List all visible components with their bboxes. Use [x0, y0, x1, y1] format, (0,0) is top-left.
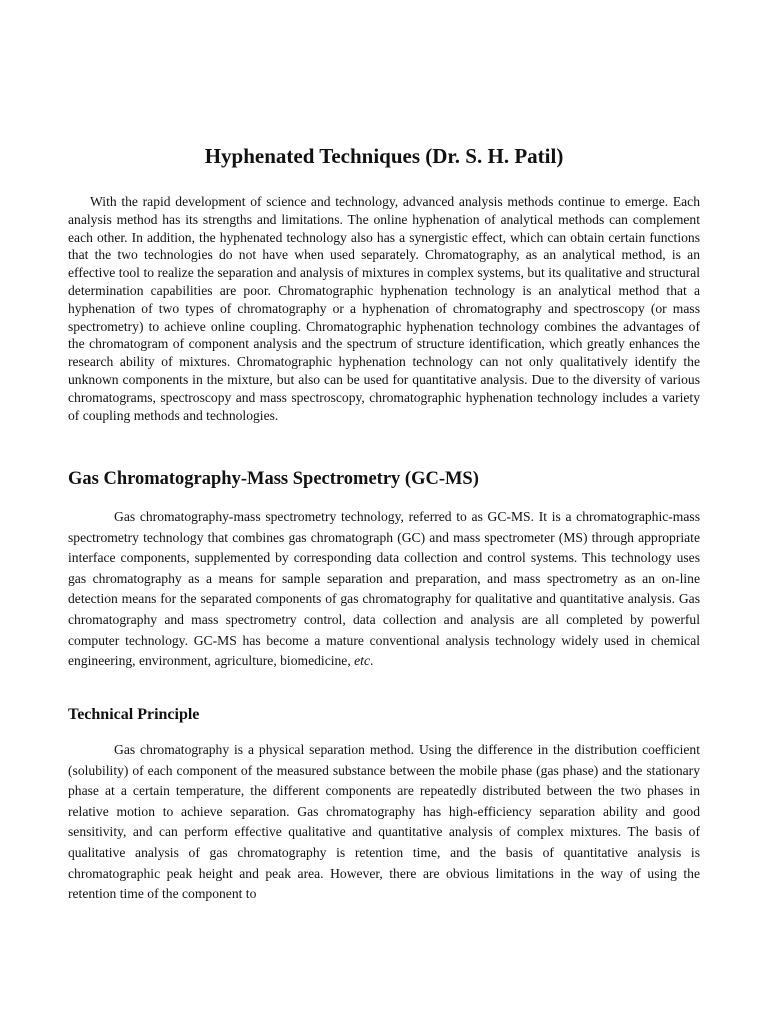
- technical-principle-paragraph: Gas chromatography is a physical separation method. Using the difference in the distribution coefficient (solubility) of each component of the measured substance between the mobile phase (gas phase) and the stationary phase at a certain temperature, the different components are repeatedly distributed between the two phases in relative motion to achieve separation. Gas chromatography has high-efficiency separation ability and good sensitivity, and can perform effective qualitative and quantitative analysis of complex mixtures. The basis of qualitative analysis of gas chromatography is retention time, and the basis of quantitative analysis is chromatographic peak height and peak area. However, there are obvious limitations in the way of using the retention time of the component to: [68, 742, 700, 902]
- intro-paragraph: With the rapid development of science and technology, advanced analysis methods continue to emerge. Each analysis method has its strengths and limitations. The online hyphenation of analytical methods can complement each other. In addition, the hyphenated technology also has a synergistic effect, which can obtain certain functions that the two technologies do not have when used separately. Chromatography, as an analytical method, is an effective tool to realize the separation and analysis of mixtures in complex systems, but its qualitative and structural determination capabilities are poor. Chromatographic hyphenation technology is an analytical method that a hyphenation of two types of chromatography or a hyphenation of chromatography and spectroscopy (or mass spectrometry) to achieve online coupling. Chromatographic hyphenation technology combines the advantages of the chromatogram of component analysis and the spectrum of structure identification, which greatly enhances the research ability of mixtures. Chromatographic hyphenation technology can not only qualitatively identify the unknown components in the mixture, but also can be used for quantitative analysis. Due to the diversity of various chromatograms, spectroscopy and mass spectroscopy, chromatographic hyphenation technology includes a variety of coupling methods and technologies.: [68, 194, 700, 423]
- gcms-paragraph: [68, 507, 700, 672]
- section-heading-gcms: Gas Chromatography-Mass Spectrometry (GC-MS): [68, 469, 479, 489]
- gcms-paragraph-text: Gas chromatography-mass spectrometry technology, referred to as GC-MS. It is a chromatographic-mass spectrometry technology that combines gas chromatograph (GC) and mass spectrometer (MS) through appropriate interface components, supplemented by corresponding data collection and control systems. This technology uses gas chromatography as a means for sample separation and preparation, and mass spectrometry as an on-line detection means for the separated components of gas chromatography for qualitative and quantitative analysis. Gas chromatography and mass spectrometry control, data collection and analysis are all completed by powerful computer technology. GC-MS has become a mature conventional analysis technology widely used in chemical engineering, environment, agriculture, biomedicine,: [68, 509, 700, 669]
- gcms-paragraph-end: .: [370, 653, 374, 669]
- gcms-paragraph-etc: etc: [354, 653, 370, 669]
- document-title: Hyphenated Techniques (Dr. S. H. Patil): [204, 144, 564, 168]
- section-heading-technical-principle: Technical Principle: [68, 706, 200, 723]
